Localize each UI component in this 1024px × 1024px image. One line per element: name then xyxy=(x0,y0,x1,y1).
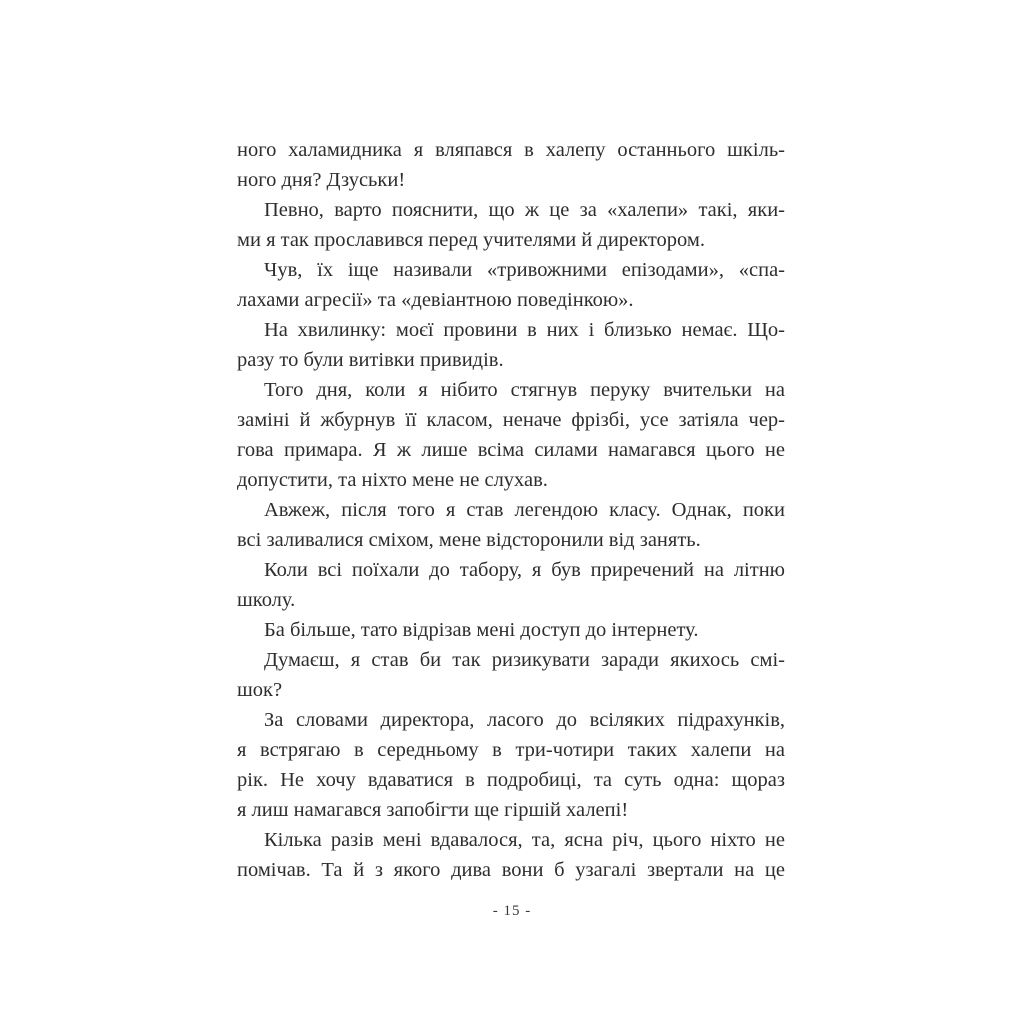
body-text xyxy=(237,135,785,885)
text-line: шок? xyxy=(237,679,283,701)
text-line: лахами агресії» та «девіантною поведінкою». xyxy=(237,289,634,311)
text-line: рік. Не хочу вдаватися в подробиці, та суть одна: щораз xyxy=(237,769,785,791)
text-line: заміні й жбурнув її класом, неначе фрізбі, усе затіяла чер- xyxy=(237,409,785,431)
text-line: Коли всі поїхали до табору, я був приречений на літню xyxy=(264,559,785,581)
text-line: Кілька разів мені вдавалося, та, ясна річ, цього ніхто не xyxy=(264,829,785,851)
text-line: школу. xyxy=(237,589,296,611)
text-line: За словами директора, ласого до всіляких підрахунків, xyxy=(264,709,785,731)
page-number: - 15 - xyxy=(492,903,532,919)
text-line: ми я так прославився перед учителями й директором. xyxy=(237,229,705,251)
text-line: Того дня, коли я нібито стягнув перуку вчительки на xyxy=(264,379,785,401)
text-line: всі заливалися сміхом, мене відсторонили від занять. xyxy=(237,529,701,551)
text-line: допустити, та ніхто мене не слухав. xyxy=(237,469,548,491)
text-line: Ба більше, тато відрізав мені доступ до інтернету. xyxy=(264,619,699,641)
text-line: ного дня? Дзуськи! xyxy=(237,169,406,191)
text-line: помічав. Та й з якого дива вони б узагалі звертали на це xyxy=(237,859,785,881)
text-line: ного халамидника я вляпався в халепу останнього шкіль- xyxy=(237,139,785,161)
text-line: Авжеж, після того я став легендою класу. Однак, поки xyxy=(264,499,785,521)
text-line: Чув, їх іще називали «тривожними епізодами», «спа- xyxy=(264,259,785,281)
text-line: На хвилинку: моєї провини в них і близько немає. Що- xyxy=(264,319,785,341)
text-line: гова примара. Я ж лише всіма силами намагався цього не xyxy=(237,439,785,461)
text-line: Думаєш, я став би так ризикувати заради якихось смі- xyxy=(264,649,785,671)
text-line: Певно, варто пояснити, що ж це за «халепи» такі, яки- xyxy=(264,199,785,221)
text-line: я лиш намагався запобігти ще гіршій халепі! xyxy=(237,799,629,821)
text-line: разу то були витівки привидів. xyxy=(237,349,504,371)
text-line: я встрягаю в середньому в три-чотири таких халепи на xyxy=(237,739,785,761)
